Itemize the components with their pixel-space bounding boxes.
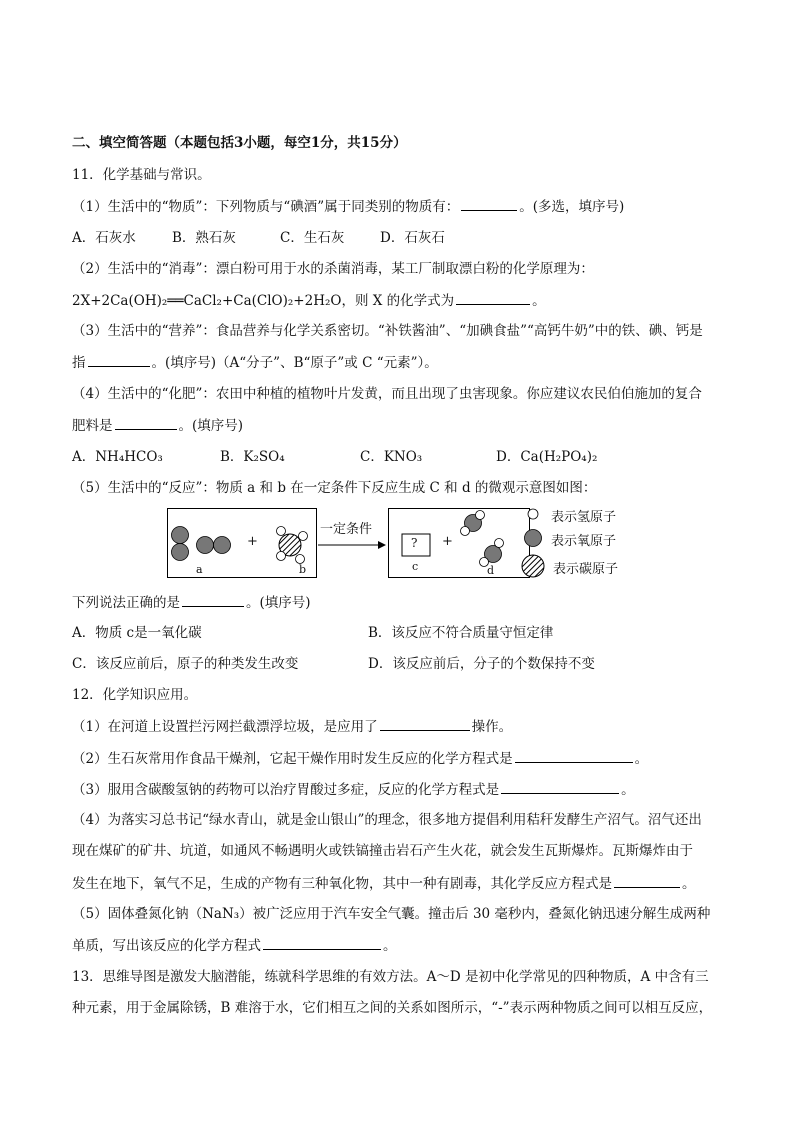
q12-p4c-tail: 。 xyxy=(682,876,696,892)
q11-p5-q-text: 下列说法正确的是 xyxy=(72,595,180,611)
hydrogen-atom xyxy=(299,532,308,541)
legend-oxygen-icon xyxy=(525,530,542,547)
q12-p3-tail: 。 xyxy=(621,782,635,798)
q11-p1-opt-c: C．生石灰 xyxy=(280,230,345,246)
answer-blank[interactable] xyxy=(461,197,517,211)
oxygen-atom xyxy=(197,537,214,554)
q12-p4a: （4）为落实习总书记“绿水青山，就是金山银山”的理念，很多地方提倡利用秸秆发酵生产沼气。沼气还出 xyxy=(72,812,702,828)
label-d: d xyxy=(487,564,495,577)
answer-blank[interactable] xyxy=(88,353,150,367)
q11-p5-opt-a: A．物质 c是一氧化碳 xyxy=(72,625,202,641)
q12-p5b-tail: 。 xyxy=(383,938,397,954)
section-title: 二、填空简答题（本题包括3小题，每空1分，共15分） xyxy=(72,135,407,151)
plus-sign: + xyxy=(442,534,453,549)
q11-p1-opt-a: A．石灰水 xyxy=(72,230,136,246)
q11-p2-tail: 。 xyxy=(532,293,546,309)
oxygen-atom xyxy=(172,527,189,544)
q11-p4-opt-a: A．NH₄HCO₃ xyxy=(72,449,163,465)
q11-p4-opt-d: D．Ca(H₂PO₄)₂ xyxy=(496,449,598,465)
unknown-label: ? xyxy=(411,536,418,550)
q11-p5-opt-c: C．该反应前后，原子的种类发生改变 xyxy=(72,656,299,672)
q11-p4a: （4）生活中的“化肥”：农田中种植的植物叶片发黄，而且出现了虫害现象。你应建议农民伯伯施加的复合 xyxy=(72,386,702,402)
q13-line1: 13．思维导图是激发大脑潜能，练就科学思维的有效方法。A～D 是初中化学常见的四种物质，A 中含有三 xyxy=(72,969,709,985)
q12-p4c xyxy=(72,874,696,893)
q12-p1-tail: 操作。 xyxy=(471,719,513,735)
condition-label: 一定条件 xyxy=(320,522,373,537)
legend-carbon-icon xyxy=(522,555,544,577)
q11-p3b xyxy=(72,353,438,372)
q12-p2 xyxy=(72,749,648,768)
answer-blank[interactable] xyxy=(182,593,244,607)
legend-carbon: 表示碳原子 xyxy=(553,562,619,577)
oxygen-atom xyxy=(172,544,189,561)
hydrogen-atom xyxy=(277,527,286,536)
hydrogen-atom xyxy=(476,511,485,520)
q13-line2: 种元素，用于金属除锈，B 难溶于水，它们相互之间的关系如图所示，“-”表示两种物质之间可以相互反应， xyxy=(72,1000,713,1016)
plus-sign: + xyxy=(247,534,258,549)
q12-p4b: 现在煤矿的矿井、坑道，如通风不畅遇明火或铁镐撞击岩石产生火花，就会发生瓦斯爆炸。瓦斯爆炸由于 xyxy=(72,843,693,859)
q11-p4b-tail: 。(填序号) xyxy=(178,418,244,434)
legend-hydrogen-icon xyxy=(528,509,538,519)
q11-p1-text: （1）生活中的“物质”：下列物质与“碘酒”属于同类别的物质有： xyxy=(72,199,460,215)
q11-p2: （2）生活中的“消毒”：漂白粉可用于水的杀菌消毒，某工厂制取漂白粉的化学原理为： xyxy=(72,261,594,277)
q12-p4c-text: 发生在地下，氧气不足，生成的产物有三种氧化物，其中一种有剧毒，其化学反应方程式是 xyxy=(72,876,612,892)
q12-p5a: （5）固体叠氮化钠（NaN₃）被广泛应用于汽车安全气囊。撞击后 30 毫秒内，叠氮化钠迅速分解生成两种 xyxy=(72,906,711,922)
legend-hydrogen: 表示氢原子 xyxy=(551,510,617,525)
q11-p2-eq-text: 2X+2Ca(OH)₂══CaCl₂+Ca(ClO)₂+2H₂O，则 X 的化学式为 xyxy=(72,293,455,309)
q12-p1-text: （1）在河道上设置拦污网拦截漂浮垃圾，是应用了 xyxy=(72,719,378,735)
hydrogen-atom xyxy=(495,539,504,548)
q12-p3 xyxy=(72,780,635,799)
q11-p1-opt-d: D．石灰石 xyxy=(380,230,445,246)
hydrogen-atom xyxy=(277,552,286,561)
q11-p2-eq xyxy=(72,291,546,310)
q11-p5-q-tail: 。(填序号) xyxy=(246,595,311,611)
answer-blank[interactable] xyxy=(501,780,619,794)
q11-p1-tail: 。(多选，填序号) xyxy=(519,199,625,215)
q12-p1 xyxy=(72,717,512,736)
q12-title: 12．化学知识应用。 xyxy=(72,687,198,703)
q12-p5b-text: 单质，写出该反应的化学方程式 xyxy=(72,938,261,954)
answer-blank[interactable] xyxy=(380,717,470,731)
answer-blank[interactable] xyxy=(115,416,177,430)
answer-blank[interactable] xyxy=(263,936,381,950)
q11-p3a: （3）生活中的“营养”：食品营养与化学关系密切。“补铁酱油”、“加碘食盐”“高钙牛奶”中的铁、碘、钙是 xyxy=(72,323,703,339)
answer-blank[interactable] xyxy=(515,749,633,763)
q12-p2-text: （2）生石灰常用作食品干燥剂，它起干燥作用时发生反应的化学方程式是 xyxy=(72,751,513,767)
reaction-diagram xyxy=(160,504,680,584)
q11-p1-opt-b: B．熟石灰 xyxy=(172,230,236,246)
q11-p4b xyxy=(72,416,243,435)
q11-title: 11．化学基础与常识。 xyxy=(72,167,211,183)
q11-p5-opt-d: D．该反应前后，分子的个数保持不变 xyxy=(368,656,595,672)
q11-p4-opt-c: C．KNO₃ xyxy=(360,449,423,465)
q11-p5-question xyxy=(72,593,311,612)
q11-p5: （5）生活中的“反应”：物质 a 和 b 在一定条件下反应生成 C 和 d 的微观示意图如图： xyxy=(72,480,597,496)
q12-p5b xyxy=(72,936,397,955)
q11-p4b-text: 肥料是 xyxy=(72,418,113,434)
answer-blank[interactable] xyxy=(614,874,680,888)
q11-p3b-text: 指 xyxy=(72,355,86,371)
q11-p4-opt-b: B．K₂SO₄ xyxy=(220,449,285,465)
q11-p3b-tail: 。(填序号)（A“分子”、B“原子”或 C “元素”）。 xyxy=(151,355,438,371)
label-c: c xyxy=(412,560,419,573)
arrow-head xyxy=(378,541,386,549)
label-b: b xyxy=(299,563,307,576)
q12-p3-text: （3）服用含碳酸氢钠的药物可以治疗胃酸过多症，反应的化学方程式是 xyxy=(72,782,500,798)
q11-p5-opt-b: B．该反应不符合质量守恒定律 xyxy=(368,625,554,641)
q11-p1 xyxy=(72,197,624,216)
answer-blank[interactable] xyxy=(456,291,530,305)
oxygen-atom xyxy=(214,537,231,554)
legend-oxygen: 表示氧原子 xyxy=(551,534,617,549)
hydrogen-atom xyxy=(461,527,470,536)
q12-p2-tail: 。 xyxy=(634,751,649,767)
label-a: a xyxy=(196,563,203,576)
